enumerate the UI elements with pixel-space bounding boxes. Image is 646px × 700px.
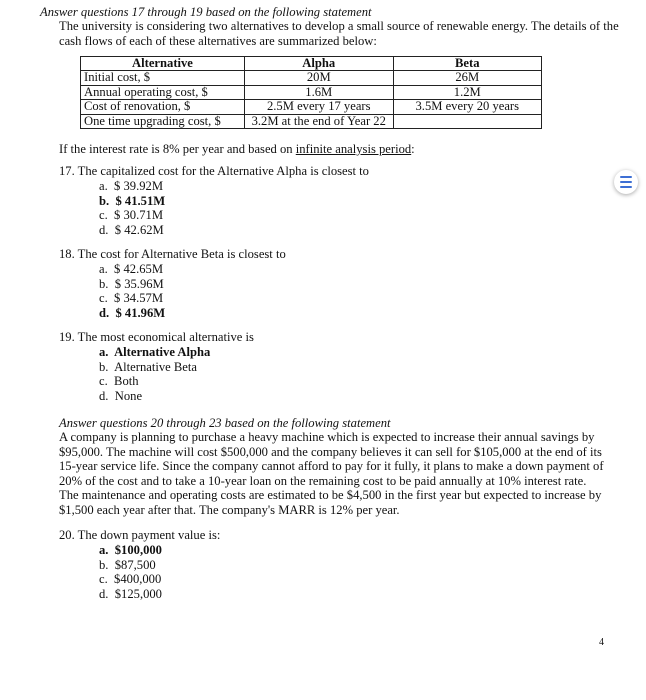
interest-statement [59, 142, 415, 157]
section2-statement: A company is planning to purchase a heavy machine which is expected to increase their annual savings by $95,000. The machine will cost $500,000 and the company believes it can sell for $105,000 at the end of its 15-year service life. Since the company cannot afford to pay for it fully, it plans to make a down payment of 20% of the cost and to take a 10-year loan on the remaining cost to be paid annually at 10% interest rate. The maintenance and operating costs are estimated to be $4,500 in the first year but expected to increase by $1,500 each year after that. The company's MARR is 12% per year. [59, 430, 604, 517]
table-cell: 1.6M [244, 85, 393, 99]
option-text: $ 34.57M [114, 291, 164, 306]
option-b[interactable] [99, 558, 162, 573]
option-text: Alternative Beta [114, 359, 197, 374]
option-text: $87,500 [114, 557, 156, 572]
cash-flow-table [80, 56, 542, 129]
section1-intro: Answer questions 17 through 19 based on the following statement [40, 5, 372, 19]
table-header-row [81, 57, 542, 71]
section1-statement: The university is considering two alternatives to develop a small source of renewable energy. The details of the cash flows of each of these alternatives are summarized below: [59, 19, 619, 48]
option-text: $ 30.71M [114, 208, 164, 223]
option-letter: b. [99, 193, 110, 208]
option-letter: c. [99, 291, 108, 306]
option-text: $ 41.51M [115, 193, 166, 208]
option-letter: b. [99, 359, 109, 374]
menu-line [620, 181, 632, 183]
option-letter: a. [99, 179, 108, 193]
question-19-options [99, 345, 210, 403]
option-letter: d. [99, 586, 109, 601]
table-cell: Annual operating cost, $ [81, 85, 245, 99]
table-cell: 20M [244, 71, 393, 85]
question-19: 19. The most economical alternative is [59, 330, 254, 344]
option-letter: a. [99, 543, 109, 557]
table-cell: 3.2M at the end of Year 22 [244, 114, 393, 128]
question-18-options [99, 262, 165, 320]
question-20-options [99, 543, 162, 601]
question-17-options [99, 179, 165, 237]
option-text: $ 35.96M [114, 276, 164, 291]
header-alternative: Alternative [81, 57, 245, 71]
menu-line [620, 186, 632, 188]
question-18: 18. The cost for Alternative Beta is closest to [59, 247, 286, 261]
option-c[interactable] [99, 572, 162, 587]
table-row [81, 100, 542, 114]
option-letter: b. [99, 557, 109, 572]
interest-prefix: If the interest rate is 8% per year and based on [59, 142, 296, 156]
question-17: 17. The capitalized cost for the Alternative Alpha is closest to [59, 164, 369, 178]
option-letter: c. [99, 208, 108, 223]
option-letter: a. [99, 262, 108, 276]
header-beta: Beta [393, 57, 541, 71]
option-c[interactable] [99, 208, 165, 223]
option-letter: d. [99, 305, 110, 320]
section2-intro: Answer questions 20 through 23 based on the following statement [59, 416, 391, 430]
option-text: $ 42.62M [114, 222, 164, 237]
table-cell: 2.5M every 17 years [244, 100, 393, 114]
option-a[interactable] [99, 262, 165, 277]
question-20: 20. The down payment value is: [59, 528, 221, 542]
option-text: $ 39.92M [114, 179, 164, 193]
table-cell: 3.5M every 20 years [393, 100, 541, 114]
option-text: Both [114, 374, 139, 389]
table-cell [393, 114, 541, 128]
table-cell: One time upgrading cost, $ [81, 114, 245, 128]
option-letter: b. [99, 276, 109, 291]
option-d[interactable] [99, 389, 210, 404]
menu-line [620, 176, 632, 178]
header-alpha: Alpha [244, 57, 393, 71]
table-row [81, 71, 542, 85]
option-a-selected[interactable] [99, 543, 162, 558]
table-cell: 26M [393, 71, 541, 85]
option-letter: a. [99, 345, 109, 359]
table-row [81, 114, 542, 128]
table-cell: Cost of renovation, $ [81, 100, 245, 114]
option-text: $ 41.96M [115, 305, 166, 320]
option-text: $100,000 [114, 543, 162, 557]
option-text: $400,000 [114, 572, 162, 587]
option-b-selected[interactable] [99, 194, 165, 209]
option-text: None [114, 388, 143, 403]
option-d[interactable] [99, 223, 165, 238]
table-cell: Initial cost, $ [81, 71, 245, 85]
option-b[interactable] [99, 277, 165, 292]
table-cell: 1.2M [393, 85, 541, 99]
option-d[interactable] [99, 587, 162, 602]
option-a-selected[interactable] [99, 345, 210, 360]
interest-suffix: : [411, 142, 415, 156]
option-c[interactable] [99, 374, 210, 389]
option-text: $125,000 [114, 586, 162, 601]
hamburger-menu-button[interactable] [614, 170, 638, 194]
option-text: Alternative Alpha [114, 345, 211, 359]
option-c[interactable] [99, 291, 165, 306]
option-d-selected[interactable] [99, 306, 165, 321]
infinite-analysis-link: infinite analysis period [295, 142, 412, 156]
option-a[interactable] [99, 179, 165, 194]
table-row [81, 85, 542, 99]
option-b[interactable] [99, 360, 210, 375]
option-letter: c. [99, 572, 108, 587]
option-letter: c. [99, 374, 108, 389]
page-number: 4 [599, 637, 604, 648]
option-letter: d. [99, 388, 109, 403]
option-text: $ 42.65M [114, 262, 164, 276]
option-letter: d. [99, 222, 109, 237]
